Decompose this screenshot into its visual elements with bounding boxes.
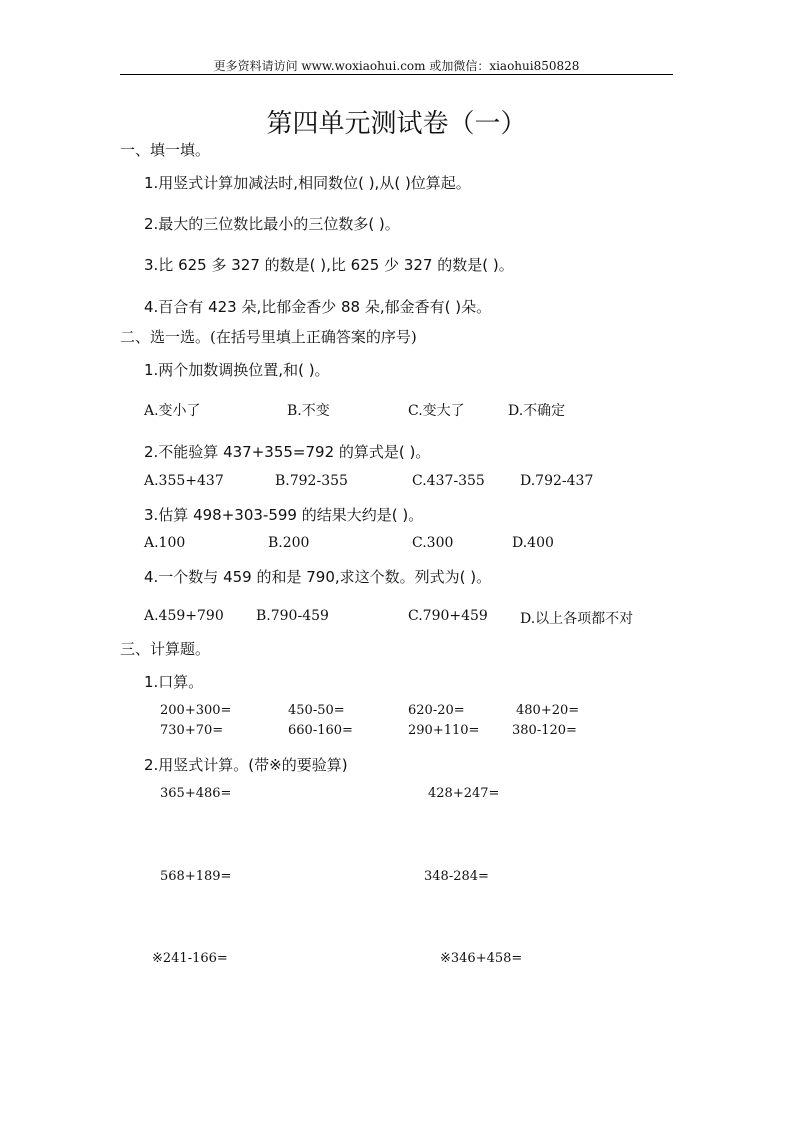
s2-question-2: 2.不能验算 437+355=792 的算式是( )。 (144, 443, 431, 461)
page-header: 更多资料请访问 www.woxiaohui.com 或加微信：xiaohui850828 (213, 59, 580, 73)
oral-item: 660-160= (288, 723, 353, 738)
vertical-item: 348-284= (424, 869, 489, 884)
s2q3-option-a: A.100 (144, 535, 186, 551)
vertical-item: 365+486= (160, 786, 232, 801)
header-divider (120, 74, 673, 75)
vertical-item: 428+247= (428, 786, 500, 801)
vertical-item: ※241-166= (152, 951, 228, 966)
page-title: 第四单元测试卷（一） (266, 109, 527, 139)
section1-heading: 一、填一填。 (120, 141, 211, 159)
s2q2-option-c: C.437-355 (412, 473, 485, 489)
oral-calc-title: 1.口算。 (144, 673, 204, 691)
s1-question-1: 1.用竖式计算加减法时,相同数位( ),从( )位算起。 (144, 174, 471, 192)
s2q3-option-c: C.300 (412, 535, 454, 551)
vertical-item: 568+189= (160, 869, 232, 884)
s2q2-option-b: B.792-355 (275, 473, 348, 489)
s2q4-option-d: D.以上各项都不对 (520, 611, 634, 627)
s2q1-option-b: B.不变 (287, 403, 330, 419)
oral-item: 290+110= (408, 723, 480, 738)
section2-heading: 二、选一选。(在括号里填上正确答案的序号) (120, 328, 417, 346)
s2q3-option-d: D.400 (512, 535, 554, 551)
oral-item: 620-20= (408, 703, 465, 718)
s2-question-3: 3.估算 498+303-599 的结果大约是( )。 (144, 506, 424, 524)
s2q4-option-b: B.790-459 (256, 608, 329, 624)
s1-question-4: 4.百合有 423 朵,比郁金香少 88 朵,郁金香有( )朵。 (144, 298, 492, 316)
s2q2-option-d: D.792-437 (520, 473, 594, 489)
vertical-item: ※346+458= (440, 951, 523, 966)
s2q1-option-d: D.不确定 (508, 403, 566, 419)
oral-item: 480+20= (516, 703, 580, 718)
oral-item: 450-50= (288, 703, 345, 718)
vertical-calc-title: 2.用竖式计算。(带※的要验算) (144, 756, 348, 774)
s2q2-option-a: A.355+437 (144, 473, 224, 489)
s2q3-option-b: B.200 (268, 535, 310, 551)
s1-question-3: 3.比 625 多 327 的数是( ),比 625 少 327 的数是( )。 (144, 256, 514, 274)
s2-question-4: 4.一个数与 459 的和是 790,求这个数。列式为( )。 (144, 568, 492, 586)
section3-heading: 三、计算题。 (120, 640, 211, 658)
s2q4-option-a: A.459+790 (144, 608, 224, 624)
s1-question-2: 2.最大的三位数比最小的三位数多( )。 (144, 215, 400, 233)
oral-item: 200+300= (160, 703, 232, 718)
s2-question-1: 1.两个加数调换位置,和( )。 (144, 361, 330, 379)
s2q1-option-a: A.变小了 (144, 403, 201, 419)
oral-item: 730+70= (160, 723, 224, 738)
oral-item: 380-120= (512, 723, 577, 738)
s2q1-option-c: C.变大了 (408, 403, 465, 419)
s2q4-option-c: C.790+459 (408, 608, 488, 624)
